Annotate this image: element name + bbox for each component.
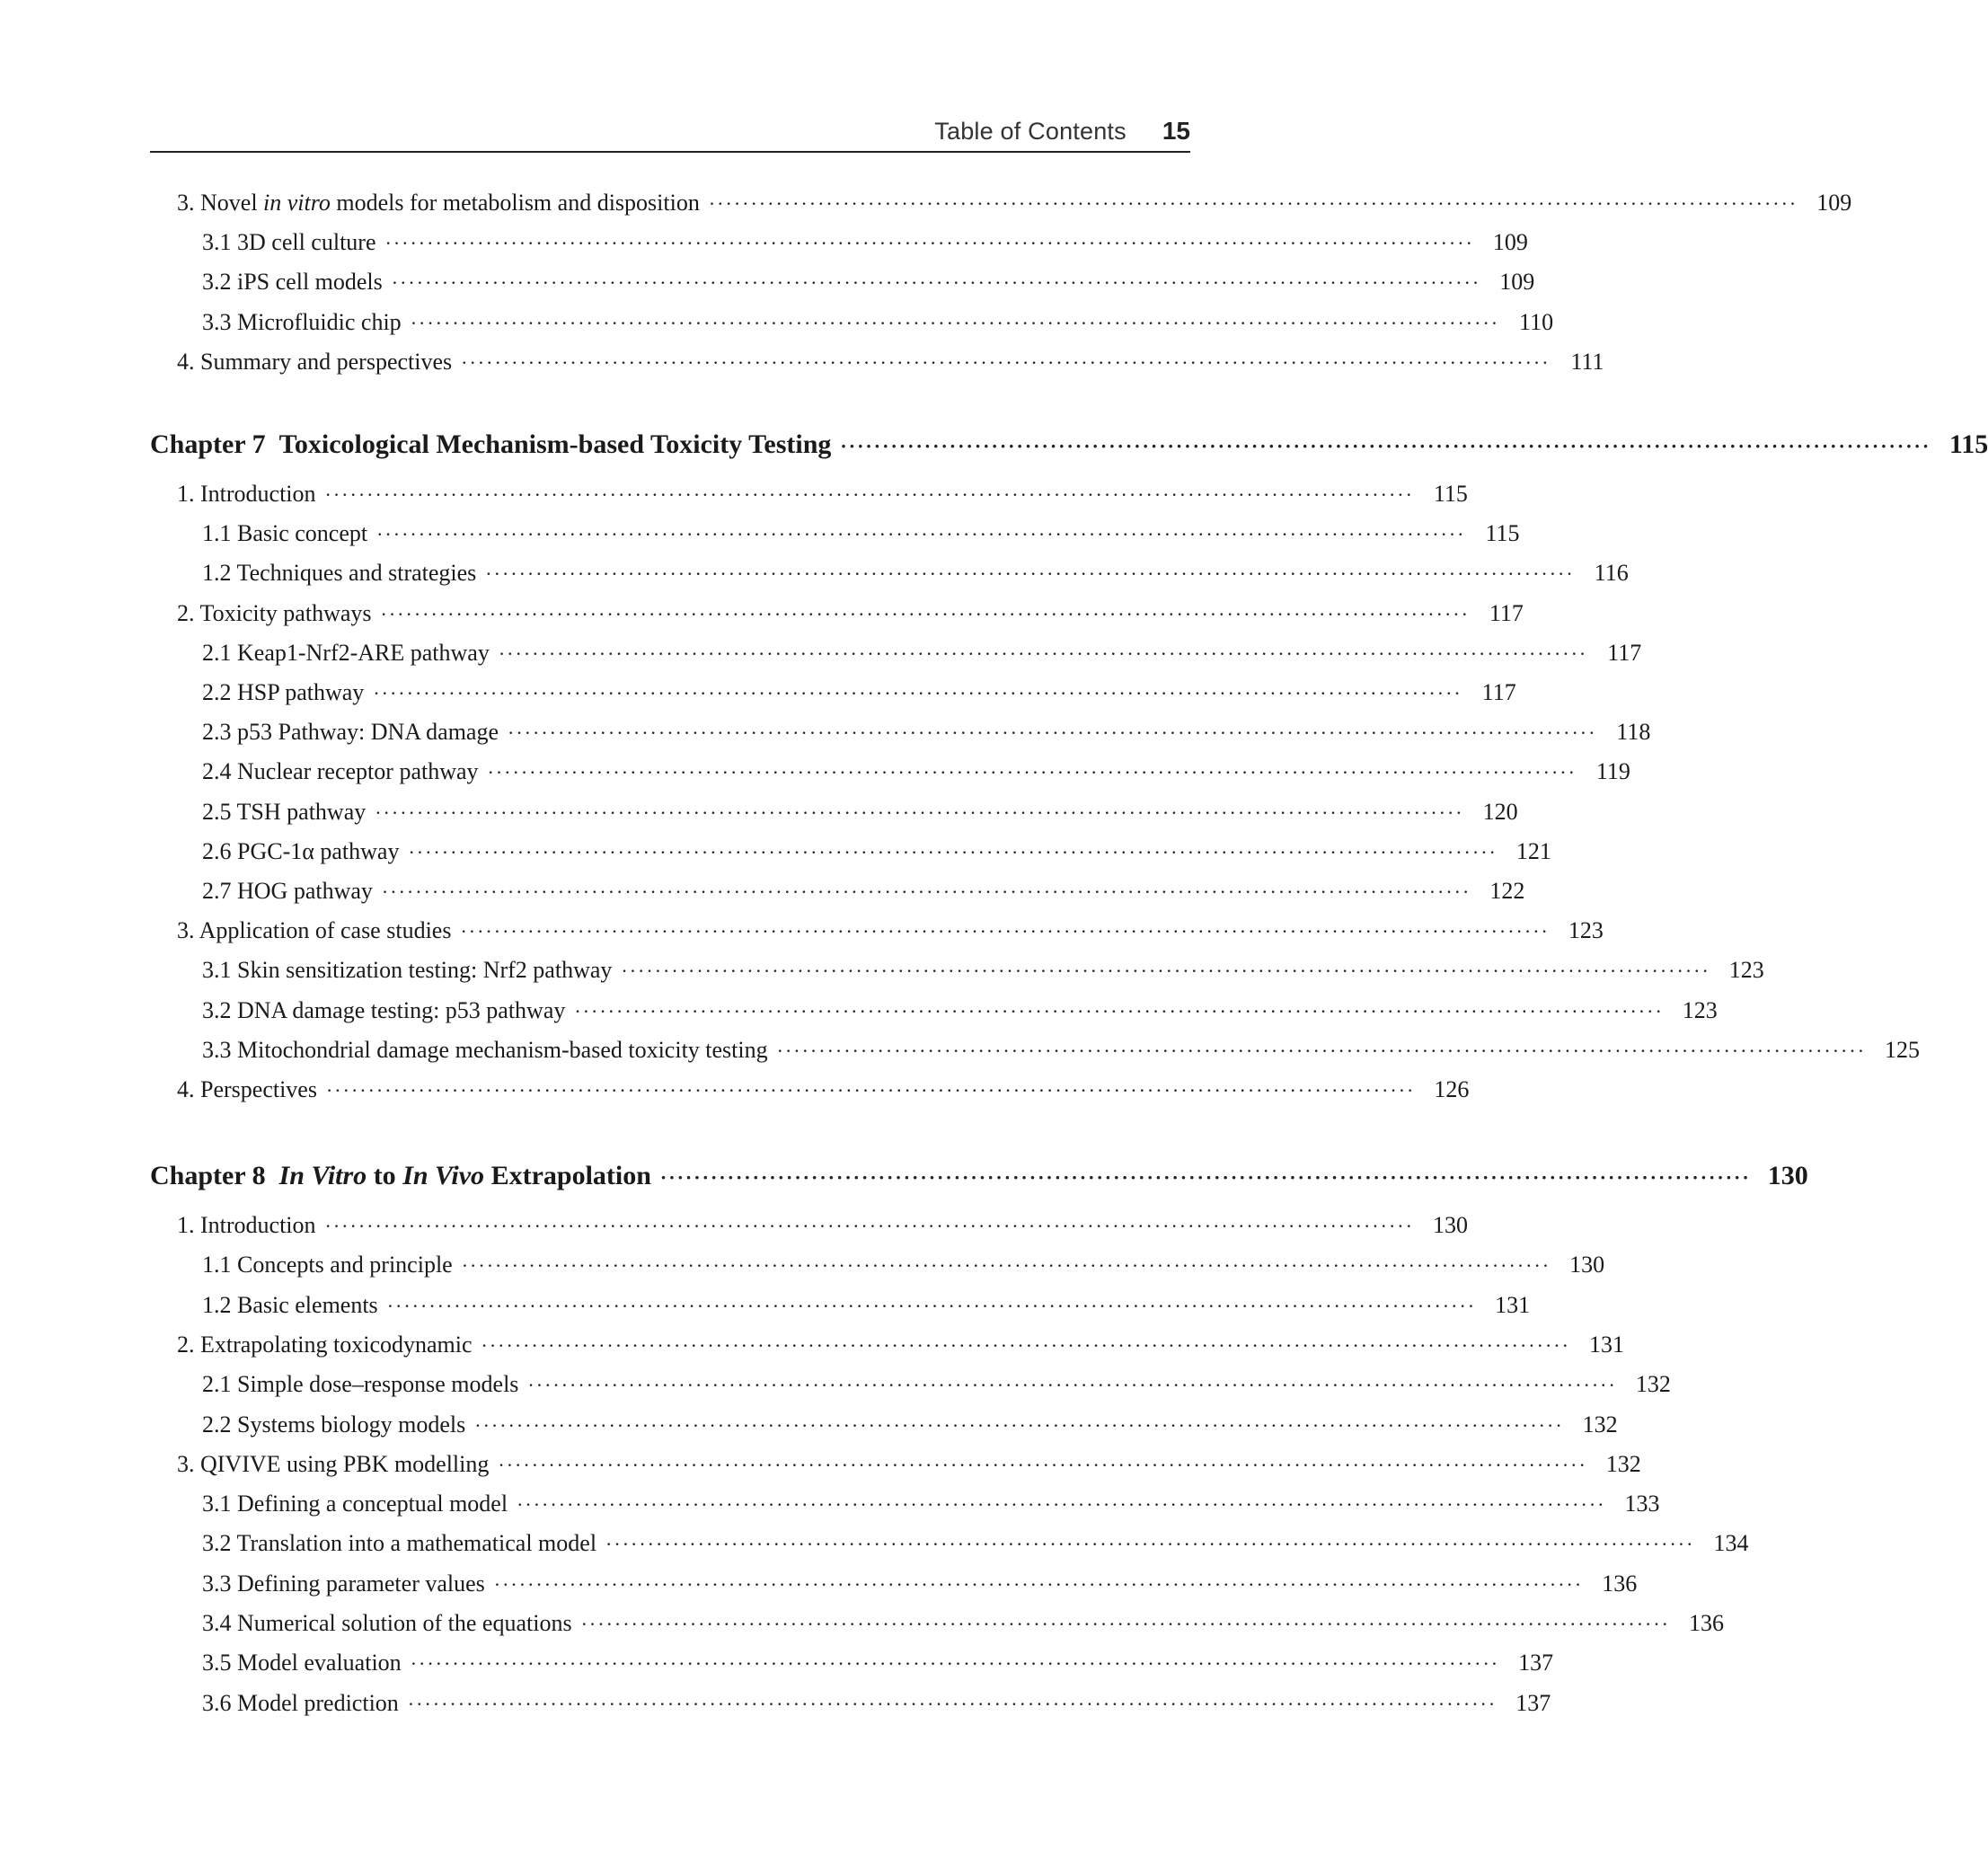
leader-dots: ·································································································································· (386, 1294, 1477, 1317)
leader-dots: ·································································································································· (381, 880, 1471, 903)
toc-entry[interactable] (177, 1075, 1470, 1105)
toc-entry[interactable] (202, 995, 1718, 1026)
entry-number: 3.6 (202, 1689, 232, 1716)
toc-entry[interactable] (177, 479, 1468, 509)
entry-title: Introduction (200, 1212, 316, 1238)
entry-number: 3.2 (202, 269, 232, 295)
toc-entry[interactable] (202, 1489, 1660, 1519)
entry-title: TSH pathway (236, 798, 367, 825)
toc-entry[interactable] (202, 1035, 1921, 1066)
leader-dots: ·································································································································· (324, 1215, 1414, 1237)
entry-title: Basic concept (237, 520, 368, 547)
toc-entry[interactable] (202, 267, 1535, 297)
leader-dots: ·································································································································· (487, 761, 1577, 784)
leader-dots: ·································································································································· (375, 801, 1464, 824)
entry-title: Toxicity pathways (199, 599, 372, 626)
entry-number: 3.3 (202, 1036, 232, 1063)
entry-title: Mitochondrial damage mechanism-based toxicity testing (237, 1036, 768, 1063)
toc-entry[interactable] (202, 797, 1518, 827)
entry-title: Concepts and principle (237, 1252, 453, 1278)
toc-entry[interactable] (202, 756, 1630, 787)
entry-number: 3. (177, 1450, 195, 1477)
entry-title: Basic elements (237, 1291, 378, 1318)
leader-dots: ·································································································································· (324, 483, 1414, 506)
leader-dots: ·································································································································· (498, 641, 1588, 665)
leader-dots: ·································································································································· (580, 1613, 1670, 1635)
entry-title: Model evaluation (237, 1650, 402, 1676)
entry-title: Application of case studies (199, 917, 452, 944)
entry-page-number: 117 (1489, 599, 1524, 626)
entry-title: Simple dose–response models (237, 1371, 519, 1398)
entry-title: Translation into a mathematical model (236, 1530, 597, 1557)
entry-page-number: 111 (1570, 349, 1604, 375)
entry-number: 3.3 (202, 1570, 232, 1597)
chapter-title-mid: to (367, 1161, 403, 1190)
leader-dots: ·································································································································· (460, 920, 1550, 943)
toc-entry[interactable] (202, 1688, 1551, 1719)
entry-page-number: 109 (1816, 190, 1852, 216)
leader-dots: ·································································································································· (410, 312, 1500, 334)
entry-number: 2.7 (202, 878, 232, 904)
entry-number: 2.1 (202, 1371, 232, 1398)
entry-number: 3.1 (202, 1491, 232, 1517)
chapter-8-heading[interactable] (150, 1158, 1808, 1194)
entry-title: Skin sensitization testing: Nrf2 pathway (237, 957, 613, 984)
leader-dots: ·································································································································· (517, 1493, 1606, 1517)
entry-number: 3.1 (202, 229, 232, 255)
chapter-label: Chapter 7 (150, 429, 266, 459)
entry-number: 2.1 (202, 639, 232, 666)
entry-title: Techniques and strategies (236, 560, 477, 587)
chapter-title-italic-2: In Vivo (402, 1161, 485, 1190)
entry-title-rest: models for metabolism and disposition (330, 190, 700, 216)
leader-dots: ·································································································································· (840, 435, 1931, 457)
entry-page-number: 134 (1713, 1530, 1749, 1557)
leader-dots: ·································································································································· (493, 1572, 1584, 1596)
entry-page-number: 109 (1499, 269, 1535, 295)
entry-number: 2.2 (202, 679, 232, 705)
entry-number: 1.2 (202, 560, 232, 587)
entry-number: 1. (177, 1212, 195, 1238)
toc-entry[interactable] (202, 1369, 1671, 1400)
entry-title: HSP pathway (237, 679, 365, 705)
toc-entry[interactable] (202, 1410, 1618, 1440)
leader-dots: ·································································································································· (776, 1039, 1867, 1062)
chapter-title: Toxicological Mechanism-based Toxicity Testing (278, 429, 832, 459)
entry-title: PGC-1α pathway (237, 837, 400, 864)
entry-title: Introduction (200, 481, 316, 507)
entry-title: Extrapolating toxicodynamic (200, 1331, 473, 1358)
entry-page-number: 123 (1728, 957, 1764, 984)
entry-page-number: 131 (1495, 1291, 1531, 1318)
leader-dots: ·································································································································· (498, 1453, 1587, 1476)
entry-number: 2.3 (202, 719, 232, 746)
entry-title: HOG pathway (237, 878, 373, 904)
entry-title: Systems biology models (237, 1411, 466, 1438)
toc-entry[interactable] (177, 188, 1852, 218)
leader-dots: ·································································································································· (391, 271, 1481, 294)
entry-number: 4. (177, 1076, 195, 1102)
entry-title: QIVIVE using PBK modelling (200, 1450, 490, 1477)
leader-dots: ·································································································································· (407, 1692, 1498, 1715)
entry-page-number: 123 (1682, 996, 1718, 1023)
entry-title: iPS cell models (237, 269, 383, 295)
leader-dots: ·································································································································· (325, 1079, 1416, 1101)
entry-page-number: 117 (1607, 639, 1642, 666)
leader-dots: ·································································································································· (621, 960, 1710, 983)
leader-dots: ·································································································································· (384, 232, 1474, 254)
entry-page-number: 120 (1482, 798, 1518, 825)
toc-entry[interactable] (202, 1250, 1605, 1280)
toc-entry[interactable] (202, 558, 1629, 588)
entry-page-number: 132 (1635, 1371, 1671, 1398)
chapter-page-number: 115 (1948, 429, 1988, 459)
toc-entry[interactable] (202, 1608, 1724, 1639)
entry-number: 3. (177, 190, 195, 216)
entry-title: Summary and perspectives (200, 349, 453, 375)
entry-title: Novel (200, 190, 264, 216)
entry-page-number: 130 (1432, 1212, 1468, 1238)
entry-title: Model prediction (237, 1689, 399, 1716)
entry-number: 2. (177, 599, 195, 626)
entry-title: Keap1-Nrf2-ARE pathway (237, 639, 490, 666)
entry-page-number: 115 (1433, 481, 1468, 507)
toc-entry[interactable] (177, 1210, 1468, 1241)
entry-title: Perspectives (200, 1076, 317, 1102)
leader-dots: ·································································································································· (410, 1652, 1500, 1676)
entry-page-number: 136 (1602, 1570, 1638, 1597)
toc-entry[interactable] (177, 347, 1604, 377)
entry-page-number: 131 (1588, 1331, 1624, 1358)
entry-page-number: 121 (1515, 837, 1551, 864)
entry-page-number: 109 (1492, 229, 1528, 255)
entry-number: 2.6 (202, 837, 232, 864)
toc-entry[interactable] (202, 1290, 1531, 1321)
leader-dots: ·································································································································· (485, 562, 1575, 586)
toc-entry[interactable] (202, 717, 1651, 748)
leader-dots: ·································································································································· (474, 1413, 1564, 1437)
toc-entry[interactable] (202, 876, 1525, 907)
toc-entry[interactable] (177, 916, 1604, 946)
leader-dots: ·································································································································· (659, 1166, 1751, 1189)
chapter-title-rest: Extrapolation (484, 1161, 651, 1190)
toc-entry[interactable] (202, 307, 1554, 338)
leader-dots: ·································································································································· (461, 351, 1551, 374)
entry-title-italic: in vitro (263, 190, 331, 216)
entry-page-number: 123 (1568, 917, 1604, 944)
entry-page-number: 136 (1689, 1610, 1724, 1636)
leader-dots: ·································································································································· (380, 602, 1470, 625)
leader-dots: ·································································································································· (708, 192, 1798, 215)
leader-dots: ·································································································································· (461, 1254, 1551, 1278)
chapter-page-number: 130 (1767, 1161, 1808, 1190)
entry-number: 3.2 (202, 1530, 232, 1557)
chapter-label: Chapter 8 (150, 1161, 266, 1190)
leader-dots: ·································································································································· (408, 840, 1498, 863)
chapter-title-italic-1: In Vitro (278, 1161, 367, 1190)
entry-title: Microfluidic chip (237, 309, 402, 335)
entry-title: DNA damage testing: p53 pathway (237, 996, 566, 1023)
entry-number: 1.1 (202, 1252, 232, 1278)
toc-entry[interactable] (177, 1330, 1624, 1360)
entry-page-number: 137 (1515, 1689, 1551, 1716)
entry-page-number: 115 (1485, 520, 1520, 547)
toc-entry[interactable] (202, 677, 1516, 708)
entry-page-number: 122 (1489, 878, 1525, 904)
entry-number: 4. (177, 349, 195, 375)
entry-page-number: 110 (1519, 309, 1554, 335)
toc-entry[interactable] (177, 598, 1524, 629)
chapter-7-heading[interactable] (150, 427, 1988, 463)
entry-number: 2.4 (202, 758, 232, 785)
entry-number: 3. (177, 917, 195, 944)
entry-page-number: 132 (1582, 1411, 1618, 1438)
entry-page-number: 130 (1569, 1252, 1605, 1278)
toc-entry[interactable] (202, 955, 1764, 986)
toc-entry[interactable] (202, 518, 1520, 549)
leader-dots: ·································································································································· (527, 1374, 1617, 1397)
entry-title: Defining a conceptual model (237, 1491, 508, 1517)
entry-page-number: 137 (1518, 1650, 1554, 1676)
leader-dots: ·································································································································· (376, 523, 1466, 546)
entry-title: p53 Pathway: DNA damage (237, 719, 499, 746)
entry-number: 3.2 (202, 996, 232, 1023)
entry-number: 1.2 (202, 1291, 232, 1318)
leader-dots: ·································································································································· (605, 1533, 1695, 1556)
entry-title: Numerical solution of the equations (237, 1610, 572, 1636)
entry-page-number: 126 (1434, 1076, 1470, 1102)
leader-dots: ·································································································································· (508, 721, 1597, 745)
entry-page-number: 133 (1624, 1491, 1660, 1517)
entry-number: 2.2 (202, 1411, 232, 1438)
entry-title: Defining parameter values (237, 1570, 485, 1597)
entry-number: 3.5 (202, 1650, 232, 1676)
toc-entry[interactable] (202, 1528, 1749, 1559)
entry-page-number: 119 (1595, 758, 1630, 785)
leader-dots: ·································································································································· (373, 682, 1462, 704)
entry-number: 2. (177, 1331, 195, 1358)
toc-entry[interactable] (202, 227, 1528, 258)
entry-number: 3.3 (202, 309, 232, 335)
toc-entry[interactable] (202, 1648, 1554, 1678)
entry-number: 1.1 (202, 520, 232, 547)
entry-number: 3.1 (202, 957, 232, 984)
entry-page-number: 116 (1594, 560, 1629, 587)
entry-page-number: 117 (1481, 679, 1516, 705)
entry-title: 3D cell culture (237, 229, 376, 255)
entry-number: 3.4 (202, 1610, 232, 1636)
toc-entry[interactable] (177, 1449, 1641, 1480)
entry-page-number: 125 (1885, 1036, 1921, 1063)
toc-entry[interactable] (202, 1569, 1638, 1599)
leader-dots: ·································································································································· (481, 1333, 1570, 1357)
running-head-page-number: 15 (1162, 117, 1190, 145)
entry-title: Nuclear receptor pathway (237, 758, 479, 785)
toc-entry[interactable] (202, 638, 1642, 668)
entry-number: 2.5 (202, 798, 232, 825)
running-head-title: Table of Contents (934, 118, 1127, 145)
entry-page-number: 118 (1616, 719, 1651, 746)
entry-page-number: 132 (1605, 1450, 1641, 1477)
entry-number: 1. (177, 481, 195, 507)
leader-dots: ·································································································································· (574, 999, 1664, 1022)
toc-entry[interactable] (202, 836, 1551, 867)
